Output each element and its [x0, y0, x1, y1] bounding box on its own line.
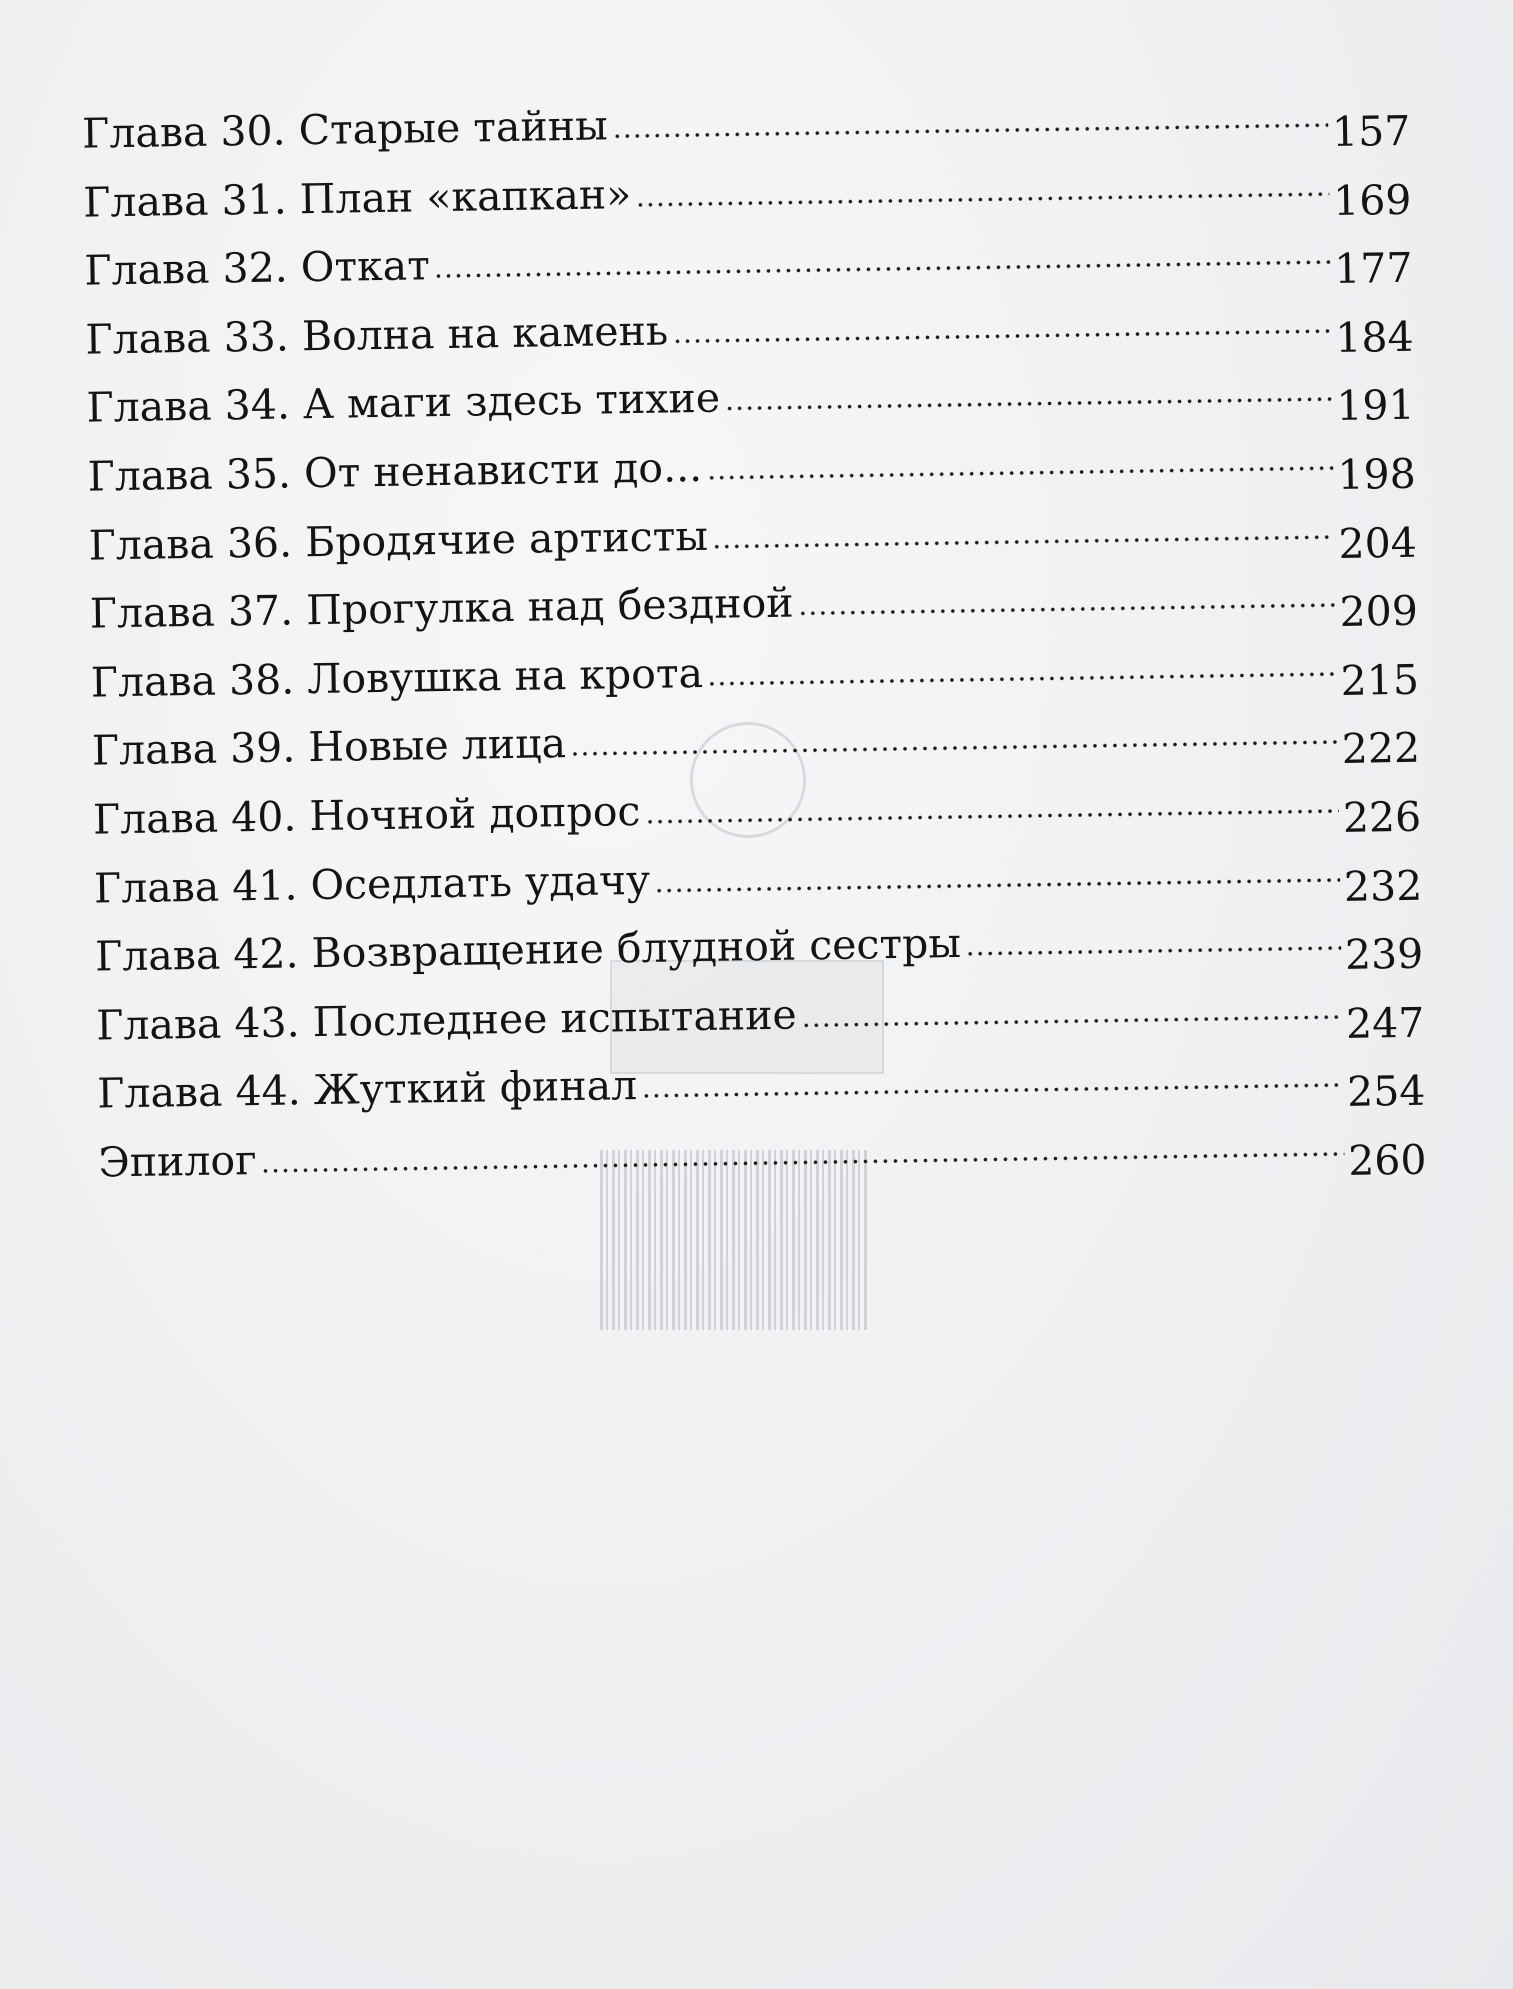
toc-entry-page: 169: [1332, 175, 1412, 225]
toc-entry-title: Глава 36. Бродячие артисты: [88, 511, 709, 570]
toc-leader-dots: [635, 190, 1329, 209]
toc-leader-dots: [261, 1150, 1344, 1175]
toc-entry-title: Глава 43. Последнее испытание: [95, 990, 798, 1050]
toc-entry-page: 191: [1336, 381, 1416, 431]
toc-entry-page: 177: [1333, 243, 1413, 294]
toc-entry-page: 222: [1341, 724, 1421, 774]
toc-leader-dots: [645, 807, 1339, 826]
toc-leader-dots: [707, 670, 1337, 688]
toc-entry-page: 226: [1342, 792, 1422, 842]
toc-entry-title: Глава 31. План «капкан»: [82, 169, 632, 227]
toc-entry-title: Глава 40. Ночной допрос: [92, 786, 641, 844]
toc-entry-page: 198: [1337, 449, 1417, 499]
toc-entry-title: Глава 34. А маги здесь тихие: [86, 374, 721, 433]
toc-entry-title: Глава 33. Волна на камень: [85, 306, 669, 364]
toc-entry: [98, 1103, 1427, 1187]
toc-entry-page: 247: [1345, 998, 1425, 1048]
toc-entry-title: Глава 32. Откат: [83, 241, 431, 295]
toc-entry-page: 157: [1331, 106, 1411, 157]
toc-entry-page: 209: [1339, 586, 1419, 637]
toc-entry-title: Глава 41. Оседлать удачу: [93, 855, 651, 913]
toc-leader-dots: [801, 1013, 1342, 1029]
toc-entry: [85, 280, 1414, 364]
toc-entry: [95, 965, 1425, 1050]
toc-leader-dots: [965, 944, 1341, 958]
toc-leader-dots: [724, 395, 1332, 413]
toc-entry-title: Глава 35. От ненависти до...: [87, 442, 703, 501]
toc-entry-page: 260: [1347, 1135, 1427, 1185]
toc-leader-dots: [654, 876, 1340, 895]
toc-leader-dots: [570, 738, 1338, 758]
toc-entry-title: Глава 38. Ловушка на крота: [90, 648, 704, 707]
toc-leader-dots: [712, 533, 1334, 551]
toc-entry-page: 239: [1344, 929, 1424, 980]
toc-entry: [90, 623, 1420, 707]
toc-entry: [87, 417, 1417, 501]
toc-entry: [92, 760, 1422, 844]
toc-entry-page: 204: [1338, 518, 1418, 568]
toc-leader-dots: [672, 327, 1331, 345]
toc-leader-dots: [434, 258, 1330, 280]
toc-entry-title: Глава 30. Старые тайны: [81, 101, 609, 158]
toc-entry-page: 184: [1334, 312, 1414, 362]
toc-entry-title: Глава 42. Возвращение блудной сестры: [94, 919, 962, 981]
toc-entry-page: 254: [1346, 1067, 1426, 1117]
toc-entry-title: Глава 44. Жуткий финал: [96, 1061, 638, 1118]
toc-entry-title: Глава 39. Новые лица: [91, 719, 567, 775]
toc-leader-dots: [706, 464, 1333, 482]
toc-entry-page: 215: [1340, 655, 1420, 705]
toc-leader-dots: [641, 1081, 1343, 1100]
toc-entry: [81, 74, 1411, 158]
toc-entry-title: Эпилог: [98, 1136, 257, 1187]
toc-leader-dots: [798, 601, 1336, 617]
toc-leader-dots: [612, 121, 1328, 140]
toc-entry-page: 232: [1343, 861, 1423, 911]
toc-entry-title: Глава 37. Прогулка над бездной: [89, 578, 794, 638]
